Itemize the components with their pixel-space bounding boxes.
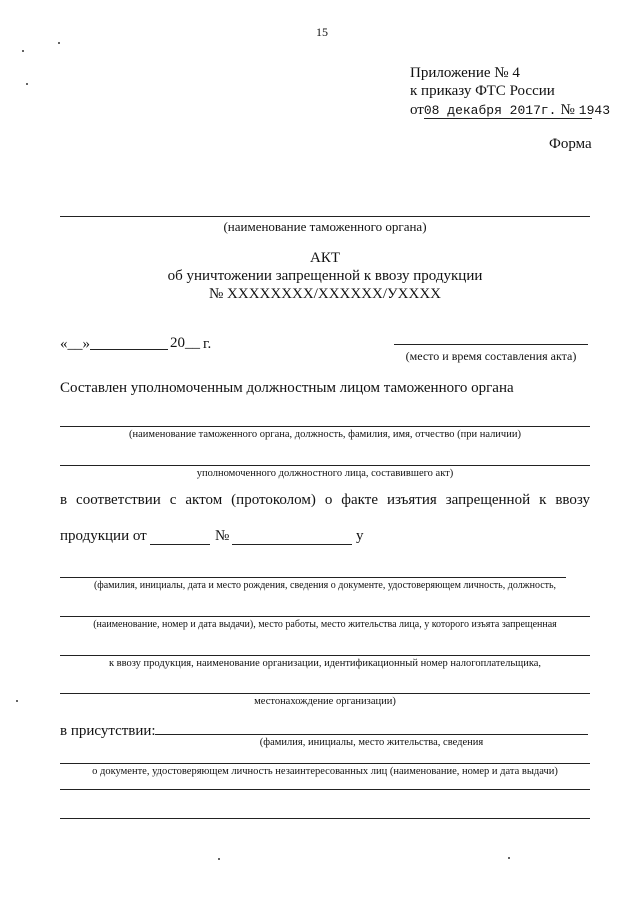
act-number: № XXXXXXXX/XXXXXX/УXXXX [208, 286, 441, 302]
presence-caption-2: о документе, удостоверяющем личность незаинтересованных лиц (наименование, номер и дата выдачи) [92, 766, 558, 777]
person-caption-4: местонахождение организации) [254, 696, 396, 707]
place-time-caption: (место и время составления акта) [405, 349, 577, 363]
order-number: 1943 [578, 103, 611, 118]
presence-field-4[interactable] [60, 818, 590, 819]
order-date-line [410, 101, 610, 119]
presence-field-1[interactable] [155, 734, 588, 735]
presence-label: в присутствии: [60, 723, 156, 739]
person-caption-3: к ввозу продукция, наименование организации, идентификационный номер налогоплательщика, [108, 658, 542, 669]
scan-speck [58, 42, 60, 44]
act-subtitle: об уничтожении запрещенной к ввозу продукции [167, 268, 483, 284]
products-from-label: продукции от [60, 528, 147, 544]
order-date-underline [424, 118, 592, 119]
official-caption-2: уполномоченного должностного лица, составившего акт) [196, 468, 454, 479]
scan-speck [16, 700, 18, 702]
order-date: 08 декабря 2017г. [423, 103, 557, 118]
products-number-field[interactable] [232, 544, 352, 545]
person-field-1[interactable] [60, 577, 566, 578]
person-field-4[interactable] [60, 693, 590, 694]
presence-field-3[interactable] [60, 789, 590, 790]
person-caption-2: (наименование, номер и дата выдачи), место работы, место жительства лица, у которого изъята запрещенная [93, 619, 557, 630]
act-title: АКТ [310, 250, 340, 266]
basis-text: в соответствии с актом (протоколом) о факте изъятия запрещенной к ввозу [60, 492, 590, 508]
date-month-field[interactable] [90, 349, 168, 350]
products-date-field[interactable] [150, 544, 210, 545]
date-prefix: от [410, 102, 424, 118]
presence-caption-1: (фамилия, инициалы, место жительства, сведения [259, 737, 484, 748]
order-number-label: № [560, 102, 575, 118]
at-letter: у [356, 528, 364, 544]
scan-speck [218, 858, 220, 860]
scan-speck [22, 50, 24, 52]
page-number: 15 [316, 25, 328, 39]
products-number-sign: № [215, 528, 230, 544]
scan-speck [508, 857, 510, 859]
customs-organ-field[interactable] [60, 216, 590, 217]
compiled-by-text: Составлен уполномоченным должностным лицом таможенного органа [60, 380, 514, 396]
date-day: «__» [60, 336, 90, 352]
appendix-label: Приложение № 4 [410, 65, 520, 81]
official-field-2[interactable] [60, 465, 590, 466]
person-field-2[interactable] [60, 616, 590, 617]
official-field-1[interactable] [60, 426, 590, 427]
presence-field-2[interactable] [60, 763, 590, 764]
place-time-field[interactable] [394, 344, 588, 345]
date-year-suffix: г. [203, 336, 212, 352]
official-caption-1: (наименование таможенного органа, должность, фамилия, имя, отчество (при наличии) [129, 429, 521, 440]
person-caption-1: (фамилия, инициалы, дата и место рождения, сведения о документе, удостоверяющем личность, должность, [93, 580, 557, 591]
scan-speck [26, 83, 28, 85]
form-label: Форма [549, 136, 592, 152]
order-label: к приказу ФТС России [410, 83, 555, 99]
person-field-3[interactable] [60, 655, 590, 656]
customs-organ-caption: (наименование таможенного органа) [223, 219, 427, 234]
date-year: 20__ [170, 335, 200, 351]
